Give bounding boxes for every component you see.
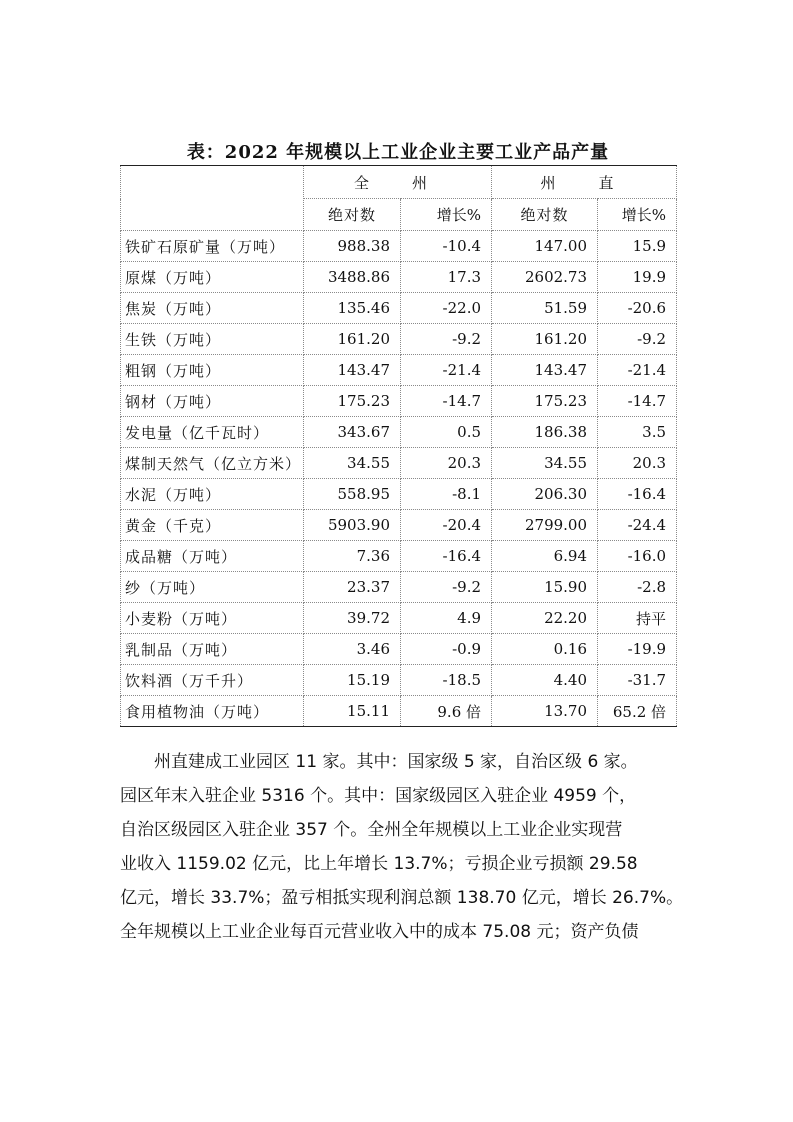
sub-header-absolute: 绝对数 xyxy=(492,199,598,231)
product-name-cell: 生铁（万吨） xyxy=(121,324,304,355)
direct-absolute-cell: 143.47 xyxy=(492,355,598,386)
direct-absolute-cell: 13.70 xyxy=(492,696,598,727)
direct-growth-cell: 65.2 倍 xyxy=(598,696,677,727)
whole-absolute-cell: 175.23 xyxy=(304,386,401,417)
paragraph-line: 自治区级园区入驻企业 357 个。全州全年规模以上工业企业实现营 xyxy=(120,820,623,840)
whole-absolute-cell: 161.20 xyxy=(304,324,401,355)
sub-header-growth: 增长% xyxy=(401,199,492,231)
direct-growth-cell: 20.3 xyxy=(598,448,677,479)
direct-absolute-cell: 186.38 xyxy=(492,417,598,448)
product-name-cell: 食用植物油（万吨） xyxy=(121,696,304,727)
whole-absolute-cell: 343.67 xyxy=(304,417,401,448)
direct-absolute-cell: 4.40 xyxy=(492,665,598,696)
paragraph-line: 全年规模以上工业企业每百元营业收入中的成本 75.08 元；资产负债 xyxy=(120,922,639,942)
whole-absolute-cell: 15.11 xyxy=(304,696,401,727)
direct-absolute-cell: 206.30 xyxy=(492,479,598,510)
whole-growth-cell: 20.3 xyxy=(401,448,492,479)
table-row xyxy=(121,572,677,603)
product-name-cell: 黄金（千克） xyxy=(121,510,304,541)
table-row xyxy=(121,510,677,541)
direct-growth-cell: -31.7 xyxy=(598,665,677,696)
direct-growth-cell: 3.5 xyxy=(598,417,677,448)
table-row xyxy=(121,696,677,727)
direct-growth-cell: -9.2 xyxy=(598,324,677,355)
whole-absolute-cell: 3488.86 xyxy=(304,262,401,293)
direct-absolute-cell: 0.16 xyxy=(492,634,598,665)
table-row xyxy=(121,634,677,665)
product-name-cell: 乳制品（万吨） xyxy=(121,634,304,665)
whole-absolute-cell: 5903.90 xyxy=(304,510,401,541)
product-name-cell: 焦炭（万吨） xyxy=(121,293,304,324)
direct-growth-cell: 15.9 xyxy=(598,231,677,262)
table-row xyxy=(121,448,677,479)
product-name-cell: 小麦粉（万吨） xyxy=(121,603,304,634)
item-header-cell xyxy=(121,166,304,231)
table-row xyxy=(121,665,677,696)
product-name-cell: 铁矿石原矿量（万吨） xyxy=(121,231,304,262)
body-paragraph xyxy=(120,745,684,949)
whole-absolute-cell: 23.37 xyxy=(304,572,401,603)
direct-growth-cell: -21.4 xyxy=(598,355,677,386)
whole-absolute-cell: 135.46 xyxy=(304,293,401,324)
whole-growth-cell: 9.6 倍 xyxy=(401,696,492,727)
sub-header-absolute: 绝对数 xyxy=(304,199,401,231)
table-title: 表：2022 年规模以上工业企业主要工业产品产量 xyxy=(186,142,610,163)
direct-growth-cell: -20.6 xyxy=(598,293,677,324)
paragraph-line: 州直建成工业园区 11 家。其中：国家级 5 家，自治区级 6 家。 xyxy=(154,752,638,772)
product-name-cell: 水泥（万吨） xyxy=(121,479,304,510)
direct-absolute-cell: 34.55 xyxy=(492,448,598,479)
table-group-header-row xyxy=(121,166,677,199)
direct-absolute-cell: 147.00 xyxy=(492,231,598,262)
whole-growth-cell: 4.9 xyxy=(401,603,492,634)
direct-absolute-cell: 175.23 xyxy=(492,386,598,417)
table-row xyxy=(121,479,677,510)
whole-growth-cell: -21.4 xyxy=(401,355,492,386)
whole-absolute-cell: 15.19 xyxy=(304,665,401,696)
table-row xyxy=(121,262,677,293)
product-name-cell: 纱（万吨） xyxy=(121,572,304,603)
product-name-cell: 钢材（万吨） xyxy=(121,386,304,417)
product-name-cell: 发电量（亿千瓦时） xyxy=(121,417,304,448)
direct-growth-cell: -14.7 xyxy=(598,386,677,417)
direct-absolute-cell: 51.59 xyxy=(492,293,598,324)
table-row xyxy=(121,293,677,324)
whole-growth-cell: -10.4 xyxy=(401,231,492,262)
whole-absolute-cell: 558.95 xyxy=(304,479,401,510)
table-row xyxy=(121,417,677,448)
table-row xyxy=(121,231,677,262)
sub-header-growth: 增长% xyxy=(598,199,677,231)
product-name-cell: 原煤（万吨） xyxy=(121,262,304,293)
direct-absolute-cell: 161.20 xyxy=(492,324,598,355)
direct-absolute-cell: 2799.00 xyxy=(492,510,598,541)
whole-growth-cell: -18.5 xyxy=(401,665,492,696)
product-name-cell: 饮料酒（万千升） xyxy=(121,665,304,696)
product-name-cell: 粗钢（万吨） xyxy=(121,355,304,386)
direct-absolute-cell: 6.94 xyxy=(492,541,598,572)
paragraph-line: 亿元，增长 33.7%；盈亏相抵实现利润总额 138.70 亿元，增长 26.7%。 xyxy=(120,888,684,908)
direct-growth-cell: -2.8 xyxy=(598,572,677,603)
whole-growth-cell: -14.7 xyxy=(401,386,492,417)
table-row xyxy=(121,324,677,355)
whole-growth-cell: -22.0 xyxy=(401,293,492,324)
direct-growth-cell: 19.9 xyxy=(598,262,677,293)
whole-absolute-cell: 3.46 xyxy=(304,634,401,665)
whole-growth-cell: -9.2 xyxy=(401,572,492,603)
product-name-cell: 煤制天然气（亿立方米） xyxy=(121,448,304,479)
group-header-whole-prefecture: 全 州 xyxy=(304,166,492,199)
table-row xyxy=(121,541,677,572)
whole-growth-cell: -9.2 xyxy=(401,324,492,355)
table-body xyxy=(121,231,677,727)
whole-growth-cell: -0.9 xyxy=(401,634,492,665)
table-row xyxy=(121,603,677,634)
whole-growth-cell: -16.4 xyxy=(401,541,492,572)
direct-growth-cell: 持平 xyxy=(598,603,677,634)
direct-growth-cell: -16.0 xyxy=(598,541,677,572)
table-row xyxy=(121,355,677,386)
whole-absolute-cell: 39.72 xyxy=(304,603,401,634)
product-name-cell: 成品糖（万吨） xyxy=(121,541,304,572)
whole-absolute-cell: 34.55 xyxy=(304,448,401,479)
whole-growth-cell: 17.3 xyxy=(401,262,492,293)
direct-absolute-cell: 15.90 xyxy=(492,572,598,603)
whole-absolute-cell: 7.36 xyxy=(304,541,401,572)
paragraph-line: 业收入 1159.02 亿元，比上年增长 13.7%；亏损企业亏损额 29.58 xyxy=(120,854,638,874)
production-table xyxy=(120,165,677,727)
direct-growth-cell: -24.4 xyxy=(598,510,677,541)
group-header-prefecture-direct: 州 直 xyxy=(492,166,677,199)
direct-growth-cell: -16.4 xyxy=(598,479,677,510)
direct-growth-cell: -19.9 xyxy=(598,634,677,665)
whole-growth-cell: -20.4 xyxy=(401,510,492,541)
table-row xyxy=(121,386,677,417)
direct-absolute-cell: 2602.73 xyxy=(492,262,598,293)
paragraph-line: 园区年末入驻企业 5316 个。其中：国家级园区入驻企业 4959 个， xyxy=(120,786,637,806)
whole-growth-cell: 0.5 xyxy=(401,417,492,448)
whole-growth-cell: -8.1 xyxy=(401,479,492,510)
whole-absolute-cell: 988.38 xyxy=(304,231,401,262)
direct-absolute-cell: 22.20 xyxy=(492,603,598,634)
whole-absolute-cell: 143.47 xyxy=(304,355,401,386)
